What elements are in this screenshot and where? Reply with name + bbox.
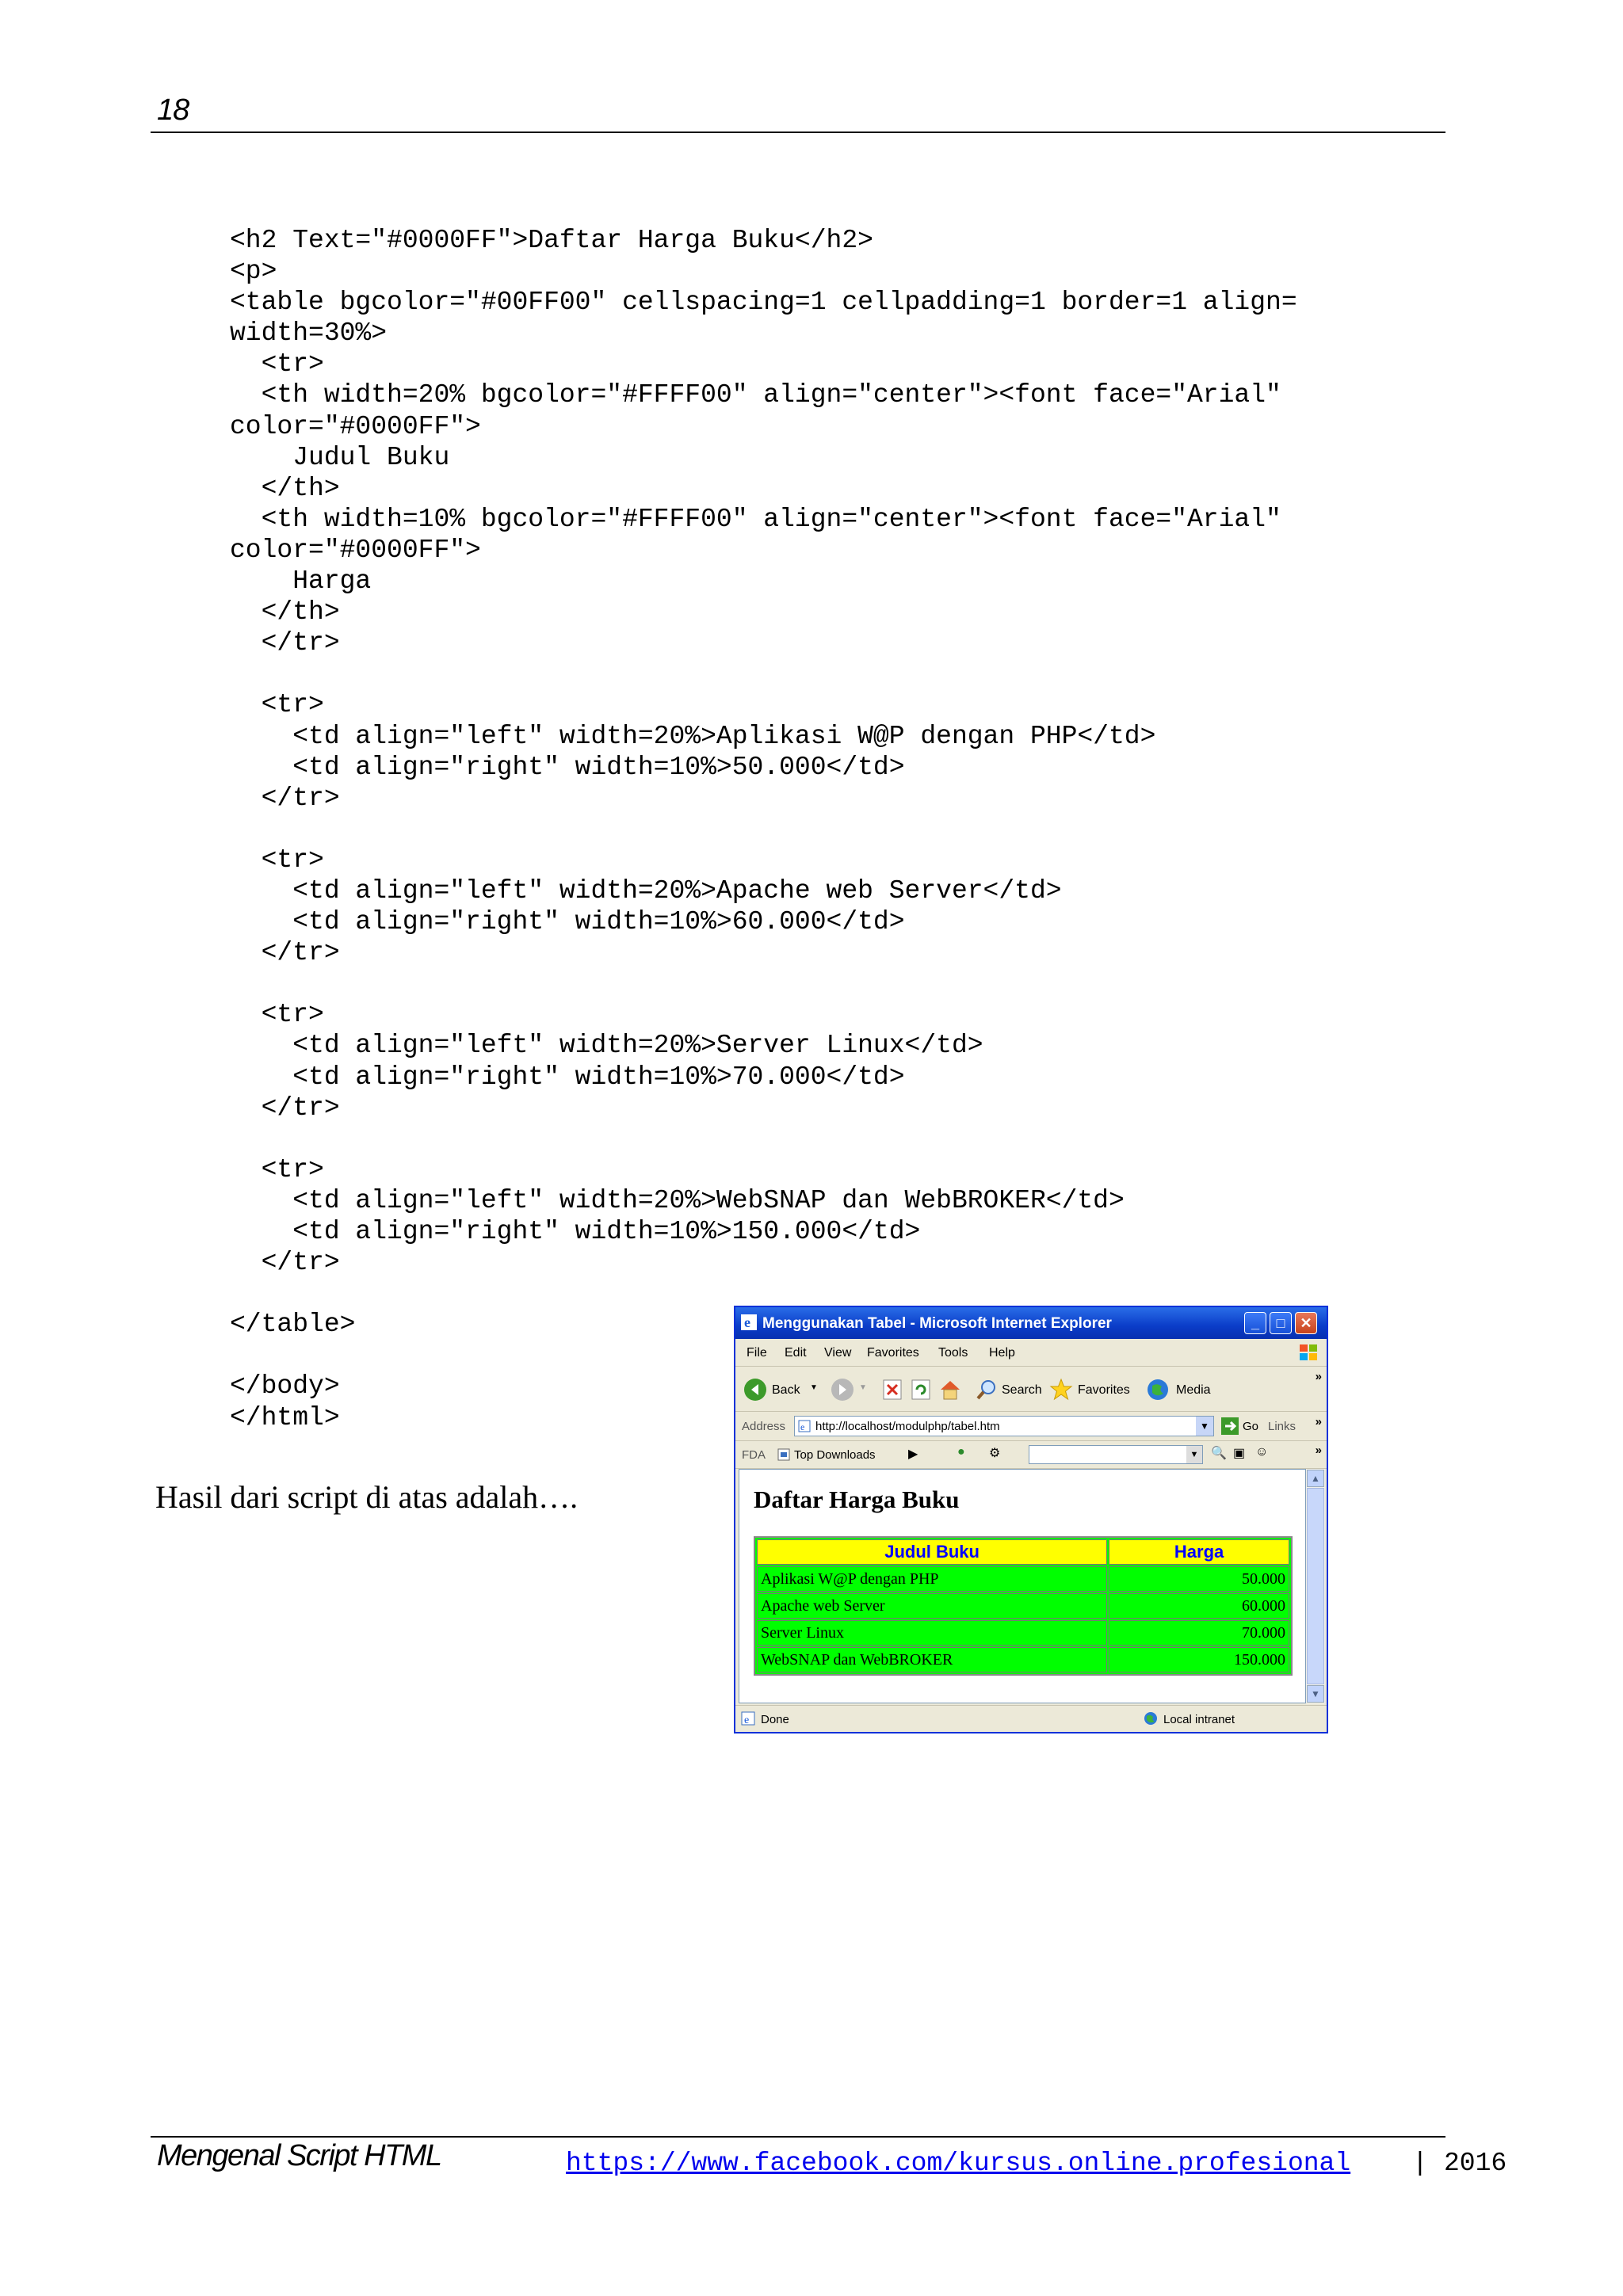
footer-link[interactable]: https://www.facebook.com/kursus.online.profesional [566,2149,1351,2178]
settings-icon[interactable]: ☺ [1255,1445,1269,1459]
go-arrow-icon [1220,1417,1239,1436]
forward-button[interactable] [831,1378,870,1402]
minimize-button[interactable] [1244,1312,1266,1334]
top-downloads-label: Top Downloads [794,1448,876,1462]
code-line: </tr> [230,783,340,813]
close-icon: ✕ [1300,1315,1312,1331]
top-downloads-link[interactable] [777,1447,876,1465]
forward-arrow-icon [831,1378,854,1402]
address-url: http://localhost/modulphp/tabel.htm [815,1420,1000,1433]
code-line: width=30%> [230,318,388,349]
vertical-scrollbar[interactable] [1306,1469,1325,1703]
status-text: Done [761,1713,789,1726]
back-button[interactable] [743,1378,823,1402]
cell-title: Apache web Server [757,1593,1107,1619]
links-label[interactable]: Links [1268,1420,1296,1433]
code-line: <th width=10% bgcolor="#FFFF00" align="center"><font face="Arial" [230,504,1281,534]
minimize-icon: _ [1251,1315,1259,1331]
back-arrow-icon [743,1378,767,1402]
footer-title: Mengenal Script HTML [157,2139,441,2172]
footer-rule [151,2136,1445,2138]
svg-text:e: e [800,1421,805,1432]
code-line: <p> [230,257,277,287]
code-line: Judul Buku [230,442,450,472]
code-line: <td align="left" width=20%>Aplikasi W@P dengan PHP</td> [230,721,1156,751]
maximize-icon: □ [1276,1315,1285,1331]
table-row [757,1593,1289,1619]
code-line: color="#0000FF"> [230,535,481,565]
code-line: <td align="right" width=10%>50.000</td> [230,752,905,782]
code-line [230,814,1297,845]
record-icon[interactable]: ● [957,1445,965,1459]
column-header-harga: Harga [1109,1539,1289,1565]
options-icon[interactable]: ▣ [1233,1447,1246,1460]
code-line: <td align="left" width=20%>WebSNAP dan WebBROKER</td> [230,1185,1125,1215]
back-dropdown-icon: ▼ [810,1383,818,1392]
code-line: <tr> [230,1000,324,1030]
windows-flag-icon [1296,1342,1320,1363]
star-icon [1049,1378,1073,1402]
code-line: </tr> [230,628,340,658]
table-row [757,1620,1289,1646]
code-line: </tr> [230,1093,340,1123]
code-line: </tr> [230,1248,340,1278]
media-label: Media [1176,1383,1211,1397]
play-icon[interactable]: ▶ [908,1447,918,1461]
standard-toolbar [735,1367,1327,1412]
code-line: color="#0000FF"> [230,411,481,441]
stop-button[interactable] [881,1378,903,1402]
maximize-button[interactable] [1270,1312,1292,1334]
address-dropdown-icon[interactable]: ▼ [1196,1417,1213,1436]
code-line: </body> [230,1371,340,1402]
address-input[interactable] [794,1416,1214,1436]
menu-tools[interactable]: Tools [938,1346,968,1360]
code-line: <td align="right" width=10%>150.000</td> [230,1217,921,1246]
footer-year: 2016 [1444,2149,1507,2178]
code-line: <tr> [230,690,324,720]
menu-file[interactable]: File [747,1346,767,1360]
code-line: </th> [230,597,340,627]
table-header-row [757,1539,1289,1565]
toolbar-chevron-icon[interactable]: » [1315,1370,1322,1383]
scroll-down-button[interactable] [1307,1685,1324,1703]
links-bar-chevron-icon[interactable]: » [1315,1444,1322,1457]
browser-window [734,1306,1328,1733]
signal-icon[interactable]: ⚙ [989,1447,1001,1460]
scroll-down-icon: ▼ [1311,1688,1320,1699]
back-label: Back [772,1383,800,1397]
search-dropdown-icon[interactable]: ▼ [1186,1446,1202,1463]
media-globe-icon [1146,1378,1170,1402]
code-line: <tr> [230,845,324,875]
cell-price: 150.000 [1109,1647,1289,1672]
home-button[interactable] [938,1378,962,1402]
code-line: </table> [230,1310,356,1340]
search-icon [975,1378,999,1402]
menu-bar [735,1339,1327,1367]
toolbar-search-input[interactable] [1029,1445,1203,1464]
code-line [230,1123,1297,1154]
code-line: <tr> [230,349,324,379]
code-line: </tr> [230,938,340,968]
cell-title: WebSNAP dan WebBROKER [757,1647,1107,1672]
column-header-judul: Judul Buku [757,1539,1107,1565]
code-line: Harga [230,566,372,597]
code-line: <td align="left" width=20%>Server Linux</td> [230,1031,983,1061]
downloads-icon [777,1447,791,1462]
scroll-up-icon: ▲ [1311,1473,1320,1484]
zone-text: Local intranet [1163,1713,1235,1726]
ie-logo-icon [740,1314,758,1331]
go-label: Go [1243,1420,1259,1433]
links-chevron-icon[interactable]: » [1315,1415,1322,1428]
scroll-thumb[interactable] [1307,1488,1324,1684]
svg-text:e: e [744,1314,750,1330]
result-caption: Hasil dari script di atas adalah…. [155,1479,579,1515]
table-row [757,1566,1289,1592]
refresh-button[interactable] [910,1378,932,1402]
close-button[interactable] [1295,1312,1317,1334]
magnifier-icon[interactable]: 🔍 [1211,1447,1227,1460]
page-number: 18 [157,93,189,127]
cell-title: Aplikasi W@P dengan PHP [757,1566,1107,1592]
menu-favorites[interactable]: Favorites [867,1346,919,1360]
code-line: <td align="right" width=10%>60.000</td> [230,907,905,937]
code-line: <th width=20% bgcolor="#FFFF00" align="center"><font face="Arial" [230,380,1281,410]
price-table [754,1536,1293,1676]
code-line: <tr> [230,1154,324,1184]
page-icon [798,1420,811,1432]
header-rule [151,132,1445,133]
code-line: <h2 Text="#0000FF">Daftar Harga Buku</h2> [230,226,873,255]
intranet-globe-icon [1143,1711,1159,1726]
code-line: <td align="right" width=10%>70.000</td> [230,1062,905,1092]
links-toolbar [735,1441,1327,1469]
stop-icon [881,1378,903,1402]
cell-price: 70.000 [1109,1620,1289,1646]
forward-dropdown-icon: ▼ [859,1383,867,1392]
search-button[interactable] [975,1378,1043,1402]
rendered-heading: Daftar Harga Buku [754,1486,960,1513]
status-bar [735,1705,1327,1733]
cell-price: 50.000 [1109,1566,1289,1592]
favorites-button[interactable] [1049,1378,1141,1402]
table-row [757,1647,1289,1672]
go-button[interactable] [1220,1417,1259,1439]
fda-label: FDA [742,1448,766,1462]
menu-view[interactable]: View [824,1346,852,1360]
scroll-up-button[interactable] [1307,1470,1324,1487]
title-bar [735,1307,1327,1339]
address-label: Address [742,1420,786,1433]
code-line: <table bgcolor="#00FF00" cellspacing=1 cellpadding=1 border=1 align= [230,288,1297,318]
search-label: Search [1002,1383,1042,1397]
page-content [739,1469,1306,1703]
footer-separator: | [1412,2149,1428,2178]
window-title: Menggunakan Tabel - Microsoft Internet Explorer [762,1315,1112,1332]
home-icon [938,1378,962,1402]
menu-edit[interactable]: Edit [785,1346,807,1360]
address-bar [735,1412,1327,1441]
media-button[interactable] [1146,1378,1217,1402]
code-line: </html> [230,1402,340,1432]
cell-price: 60.000 [1109,1593,1289,1619]
code-line: </th> [230,473,340,503]
menu-help[interactable]: Help [989,1346,1015,1360]
code-line [230,658,1297,689]
refresh-icon [910,1378,932,1402]
svg-text:e: e [744,1714,750,1726]
code-block [230,225,1297,1433]
code-line [230,968,1297,999]
cell-title: Server Linux [757,1620,1107,1646]
code-line [230,1278,1297,1309]
done-page-icon [740,1711,756,1726]
code-line: <td align="left" width=20%>Apache web Server</td> [230,875,1062,906]
favorites-label: Favorites [1078,1383,1130,1397]
